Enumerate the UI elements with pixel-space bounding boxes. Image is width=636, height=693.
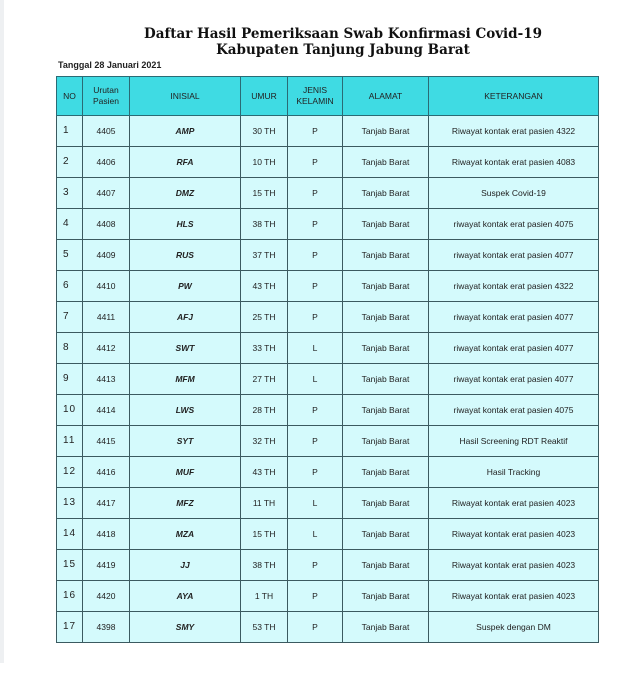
cell-alamat: Tanjab Barat bbox=[343, 178, 429, 209]
cell-alamat: Tanjab Barat bbox=[343, 612, 429, 643]
cell-jenis-kelamin: P bbox=[288, 395, 343, 426]
cell-jenis-kelamin: P bbox=[288, 426, 343, 457]
cell-umur: 15 TH bbox=[241, 519, 288, 550]
cell-urutan: 4406 bbox=[83, 147, 130, 178]
table-header bbox=[57, 77, 599, 116]
cell-jenis-kelamin: L bbox=[288, 364, 343, 395]
cell-umur: 10 TH bbox=[241, 147, 288, 178]
cell-urutan: 4415 bbox=[83, 426, 130, 457]
cell-jenis-kelamin: P bbox=[288, 271, 343, 302]
cell-inisial: SYT bbox=[130, 426, 241, 457]
cell-inisial: AFJ bbox=[130, 302, 241, 333]
cell-urutan: 4416 bbox=[83, 457, 130, 488]
cell-keterangan: riwayat kontak erat pasien 4077 bbox=[429, 333, 599, 364]
cell-keterangan: Riwayat kontak erat pasien 4023 bbox=[429, 550, 599, 581]
table-row bbox=[57, 333, 599, 364]
cell-no: 14 bbox=[57, 519, 83, 550]
cell-alamat: Tanjab Barat bbox=[343, 147, 429, 178]
header-urutan-l1: Urutan bbox=[93, 85, 119, 95]
header-alamat: ALAMAT bbox=[343, 77, 429, 116]
results-table bbox=[56, 76, 599, 643]
cell-jenis-kelamin: L bbox=[288, 333, 343, 364]
cell-alamat: Tanjab Barat bbox=[343, 271, 429, 302]
cell-urutan: 4419 bbox=[83, 550, 130, 581]
header-urutan-l2: Pasien bbox=[93, 96, 119, 106]
cell-urutan: 4412 bbox=[83, 333, 130, 364]
cell-keterangan: riwayat kontak erat pasien 4077 bbox=[429, 364, 599, 395]
cell-jenis-kelamin: L bbox=[288, 488, 343, 519]
cell-umur: 43 TH bbox=[241, 271, 288, 302]
table-row bbox=[57, 116, 599, 147]
title-line-1: Daftar Hasil Pemeriksaan Swab Konfirmasi Covid-19 bbox=[143, 26, 543, 42]
header-jenis-l1: JENIS bbox=[302, 85, 328, 95]
cell-inisial: SMY bbox=[130, 612, 241, 643]
cell-umur: 37 TH bbox=[241, 240, 288, 271]
cell-no: 11 bbox=[57, 426, 83, 457]
table-row bbox=[57, 395, 599, 426]
cell-no: 15 bbox=[57, 550, 83, 581]
cell-alamat: Tanjab Barat bbox=[343, 395, 429, 426]
cell-urutan: 4398 bbox=[83, 612, 130, 643]
header-umur: UMUR bbox=[241, 77, 288, 116]
header-jenis bbox=[288, 77, 343, 116]
table-row bbox=[57, 426, 599, 457]
cell-inisial: RUS bbox=[130, 240, 241, 271]
table-row bbox=[57, 271, 599, 302]
cell-inisial: DMZ bbox=[130, 178, 241, 209]
cell-jenis-kelamin: P bbox=[288, 240, 343, 271]
header-jenis-l2: KELAMIN bbox=[296, 96, 334, 106]
table-row bbox=[57, 581, 599, 612]
cell-keterangan: Riwayat kontak erat pasien 4322 bbox=[429, 116, 599, 147]
cell-jenis-kelamin: P bbox=[288, 302, 343, 333]
cell-keterangan: Suspek Covid-19 bbox=[429, 178, 599, 209]
table-row bbox=[57, 457, 599, 488]
table-row bbox=[57, 364, 599, 395]
cell-inisial: RFA bbox=[130, 147, 241, 178]
header-keterangan: KETERANGAN bbox=[429, 77, 599, 116]
cell-keterangan: riwayat kontak erat pasien 4077 bbox=[429, 302, 599, 333]
cell-urutan: 4414 bbox=[83, 395, 130, 426]
cell-urutan: 4410 bbox=[83, 271, 130, 302]
cell-no: 16 bbox=[57, 581, 83, 612]
cell-inisial: MFZ bbox=[130, 488, 241, 519]
table-row bbox=[57, 302, 599, 333]
cell-inisial: AYA bbox=[130, 581, 241, 612]
cell-keterangan: Riwayat kontak erat pasien 4023 bbox=[429, 581, 599, 612]
cell-keterangan: Riwayat kontak erat pasien 4023 bbox=[429, 488, 599, 519]
cell-umur: 1 TH bbox=[241, 581, 288, 612]
cell-inisial: HLS bbox=[130, 209, 241, 240]
cell-urutan: 4420 bbox=[83, 581, 130, 612]
cell-alamat: Tanjab Barat bbox=[343, 581, 429, 612]
cell-keterangan: riwayat kontak erat pasien 4322 bbox=[429, 271, 599, 302]
cell-inisial: SWT bbox=[130, 333, 241, 364]
cell-alamat: Tanjab Barat bbox=[343, 519, 429, 550]
table-row bbox=[57, 240, 599, 271]
cell-inisial: AMP bbox=[130, 116, 241, 147]
cell-urutan: 4409 bbox=[83, 240, 130, 271]
document-title bbox=[0, 26, 636, 58]
cell-no: 7 bbox=[57, 302, 83, 333]
cell-umur: 27 TH bbox=[241, 364, 288, 395]
cell-alamat: Tanjab Barat bbox=[343, 488, 429, 519]
cell-no: 4 bbox=[57, 209, 83, 240]
header-no: NO bbox=[57, 77, 83, 116]
cell-jenis-kelamin: P bbox=[288, 550, 343, 581]
cell-jenis-kelamin: P bbox=[288, 116, 343, 147]
cell-inisial: MUF bbox=[130, 457, 241, 488]
cell-jenis-kelamin: P bbox=[288, 178, 343, 209]
cell-jenis-kelamin: P bbox=[288, 612, 343, 643]
table-row bbox=[57, 519, 599, 550]
cell-urutan: 4408 bbox=[83, 209, 130, 240]
table-row bbox=[57, 178, 599, 209]
cell-alamat: Tanjab Barat bbox=[343, 550, 429, 581]
cell-umur: 28 TH bbox=[241, 395, 288, 426]
table-row bbox=[57, 550, 599, 581]
cell-jenis-kelamin: P bbox=[288, 581, 343, 612]
cell-umur: 25 TH bbox=[241, 302, 288, 333]
cell-no: 3 bbox=[57, 178, 83, 209]
cell-no: 6 bbox=[57, 271, 83, 302]
cell-keterangan: riwayat kontak erat pasien 4075 bbox=[429, 209, 599, 240]
cell-no: 13 bbox=[57, 488, 83, 519]
cell-jenis-kelamin: P bbox=[288, 147, 343, 178]
table-row bbox=[57, 209, 599, 240]
cell-urutan: 4418 bbox=[83, 519, 130, 550]
cell-no: 12 bbox=[57, 457, 83, 488]
cell-inisial: JJ bbox=[130, 550, 241, 581]
table-row bbox=[57, 612, 599, 643]
cell-urutan: 4407 bbox=[83, 178, 130, 209]
cell-keterangan: Suspek dengan DM bbox=[429, 612, 599, 643]
cell-no: 9 bbox=[57, 364, 83, 395]
cell-jenis-kelamin: L bbox=[288, 519, 343, 550]
cell-inisial: MZA bbox=[130, 519, 241, 550]
cell-jenis-kelamin: P bbox=[288, 457, 343, 488]
cell-inisial: LWS bbox=[130, 395, 241, 426]
cell-keterangan: Hasil Tracking bbox=[429, 457, 599, 488]
cell-keterangan: Riwayat kontak erat pasien 4083 bbox=[429, 147, 599, 178]
cell-alamat: Tanjab Barat bbox=[343, 364, 429, 395]
cell-umur: 30 TH bbox=[241, 116, 288, 147]
cell-keterangan: riwayat kontak erat pasien 4075 bbox=[429, 395, 599, 426]
cell-umur: 53 TH bbox=[241, 612, 288, 643]
cell-umur: 32 TH bbox=[241, 426, 288, 457]
cell-umur: 38 TH bbox=[241, 209, 288, 240]
cell-alamat: Tanjab Barat bbox=[343, 333, 429, 364]
cell-keterangan: riwayat kontak erat pasien 4077 bbox=[429, 240, 599, 271]
cell-umur: 15 TH bbox=[241, 178, 288, 209]
cell-alamat: Tanjab Barat bbox=[343, 116, 429, 147]
cell-urutan: 4417 bbox=[83, 488, 130, 519]
cell-inisial: PW bbox=[130, 271, 241, 302]
cell-no: 2 bbox=[57, 147, 83, 178]
cell-alamat: Tanjab Barat bbox=[343, 426, 429, 457]
cell-inisial: MFM bbox=[130, 364, 241, 395]
header-inisial: INISIAL bbox=[130, 77, 241, 116]
table-row bbox=[57, 147, 599, 178]
cell-urutan: 4411 bbox=[83, 302, 130, 333]
title-line-2: Kabupaten Tanjung Jabung Barat bbox=[216, 42, 470, 58]
cell-alamat: Tanjab Barat bbox=[343, 209, 429, 240]
table-row bbox=[57, 488, 599, 519]
report-date: Tanggal 28 Januari 2021 bbox=[58, 60, 162, 70]
cell-umur: 11 TH bbox=[241, 488, 288, 519]
cell-no: 17 bbox=[57, 612, 83, 643]
cell-urutan: 4405 bbox=[83, 116, 130, 147]
header-urutan bbox=[83, 77, 130, 116]
cell-umur: 33 TH bbox=[241, 333, 288, 364]
cell-no: 5 bbox=[57, 240, 83, 271]
page-edge bbox=[0, 0, 4, 663]
cell-umur: 38 TH bbox=[241, 550, 288, 581]
cell-keterangan: Hasil Screening RDT Reaktif bbox=[429, 426, 599, 457]
cell-urutan: 4413 bbox=[83, 364, 130, 395]
cell-alamat: Tanjab Barat bbox=[343, 302, 429, 333]
cell-alamat: Tanjab Barat bbox=[343, 457, 429, 488]
cell-jenis-kelamin: P bbox=[288, 209, 343, 240]
cell-no: 10 bbox=[57, 395, 83, 426]
cell-umur: 43 TH bbox=[241, 457, 288, 488]
cell-alamat: Tanjab Barat bbox=[343, 240, 429, 271]
cell-keterangan: Riwayat kontak erat pasien 4023 bbox=[429, 519, 599, 550]
cell-no: 8 bbox=[57, 333, 83, 364]
cell-no: 1 bbox=[57, 116, 83, 147]
